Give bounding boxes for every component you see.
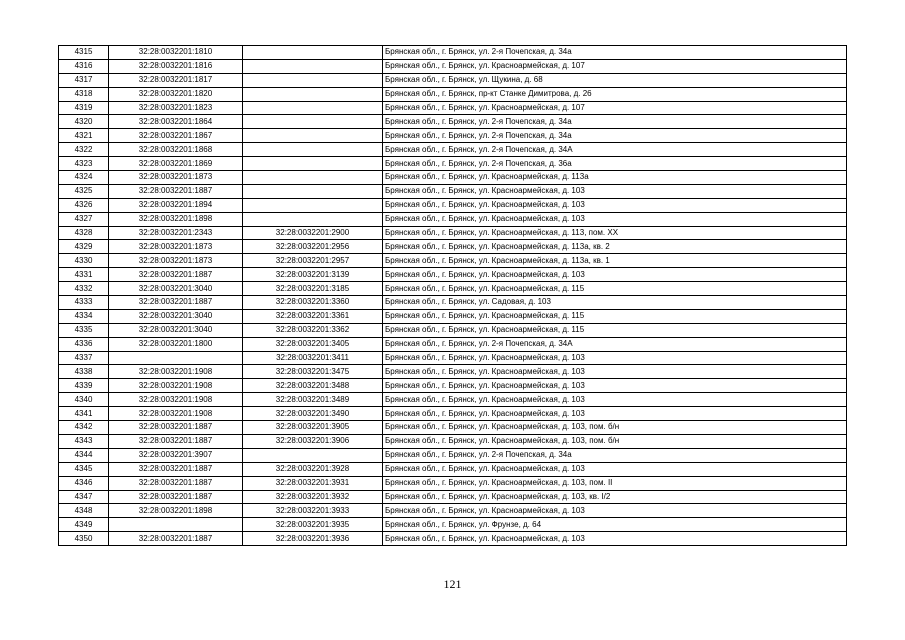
row-number-cell: 4323 <box>59 157 109 171</box>
cadastral-number-cell: 32:28:0032201:3907 <box>109 448 243 462</box>
address-cell: Брянская обл., г. Брянск, ул. Красноармейская, д. 113а, кв. 1 <box>383 254 847 268</box>
cadastral-number-cell: 32:28:0032201:1873 <box>109 240 243 254</box>
object-cadastral-number-cell: 32:28:0032201:3411 <box>243 351 383 365</box>
address-cell: Брянская обл., г. Брянск, ул. 2-я Почепская, д. 36а <box>383 157 847 171</box>
row-number-cell: 4332 <box>59 282 109 296</box>
cadastral-number-cell: 32:28:0032201:1867 <box>109 129 243 143</box>
row-number-cell: 4326 <box>59 198 109 212</box>
table-row <box>59 448 847 462</box>
table-row <box>59 115 847 129</box>
address-cell: Брянская обл., г. Брянск, ул. Красноармейская, д. 103, пом. б/н <box>383 421 847 435</box>
cadastral-number-cell: 32:28:0032201:1823 <box>109 101 243 115</box>
table-row <box>59 143 847 157</box>
cadastral-number-cell: 32:28:0032201:1887 <box>109 421 243 435</box>
row-number-cell: 4350 <box>59 532 109 546</box>
object-cadastral-number-cell: 32:28:0032201:3928 <box>243 462 383 476</box>
table-row <box>59 351 847 365</box>
table-row <box>59 268 847 282</box>
row-number-cell: 4347 <box>59 490 109 504</box>
cadastral-number-cell: 32:28:0032201:1873 <box>109 171 243 185</box>
cadastral-number-cell: 32:28:0032201:1887 <box>109 268 243 282</box>
object-cadastral-number-cell: 32:28:0032201:3932 <box>243 490 383 504</box>
cadastral-number-cell: 32:28:0032201:1887 <box>109 532 243 546</box>
row-number-cell: 4316 <box>59 59 109 73</box>
object-cadastral-number-cell <box>243 198 383 212</box>
row-number-cell: 4349 <box>59 518 109 532</box>
address-cell: Брянская обл., г. Брянск, ул. Красноармейская, д. 103 <box>383 532 847 546</box>
row-number-cell: 4335 <box>59 323 109 337</box>
table-row <box>59 46 847 60</box>
row-number-cell: 4346 <box>59 476 109 490</box>
object-cadastral-number-cell: 32:28:0032201:2956 <box>243 240 383 254</box>
address-cell: Брянская обл., г. Брянск, ул. Красноармейская, д. 103 <box>383 212 847 226</box>
object-cadastral-number-cell: 32:28:0032201:3405 <box>243 337 383 351</box>
address-cell: Брянская обл., г. Брянск, ул. Красноармейская, д. 103 <box>383 351 847 365</box>
row-number-cell: 4327 <box>59 212 109 226</box>
object-cadastral-number-cell: 32:28:0032201:2957 <box>243 254 383 268</box>
table-body <box>59 46 847 546</box>
cadastral-number-cell: 32:28:0032201:1868 <box>109 143 243 157</box>
address-cell: Брянская обл., г. Брянск, ул. Красноармейская, д. 103 <box>383 407 847 421</box>
address-cell: Брянская обл., г. Брянск, ул. Красноармейская, д. 107 <box>383 59 847 73</box>
cadastral-number-cell: 32:28:0032201:1887 <box>109 184 243 198</box>
object-cadastral-number-cell <box>243 143 383 157</box>
object-cadastral-number-cell <box>243 448 383 462</box>
address-cell: Брянская обл., г. Брянск, ул. 2-я Почепская, д. 34А <box>383 143 847 157</box>
address-cell: Брянская обл., г. Брянск, ул. Щукина, д. 68 <box>383 73 847 87</box>
cadastral-number-cell <box>109 351 243 365</box>
cadastral-number-cell <box>109 518 243 532</box>
object-cadastral-number-cell: 32:28:0032201:3362 <box>243 323 383 337</box>
table-row <box>59 282 847 296</box>
cadastral-number-cell: 32:28:0032201:1869 <box>109 157 243 171</box>
object-cadastral-number-cell: 32:28:0032201:3935 <box>243 518 383 532</box>
row-number-cell: 4344 <box>59 448 109 462</box>
object-cadastral-number-cell: 32:28:0032201:3475 <box>243 365 383 379</box>
address-cell: Брянская обл., г. Брянск, ул. Красноармейская, д. 103 <box>383 365 847 379</box>
address-cell: Брянская обл., г. Брянск, ул. 2-я Почепская, д. 34а <box>383 46 847 60</box>
cadastral-number-cell: 32:28:0032201:1820 <box>109 87 243 101</box>
address-cell: Брянская обл., г. Брянск, ул. Красноармейская, д. 103 <box>383 504 847 518</box>
object-cadastral-number-cell <box>243 129 383 143</box>
object-cadastral-number-cell <box>243 73 383 87</box>
row-number-cell: 4315 <box>59 46 109 60</box>
table-row <box>59 393 847 407</box>
cadastral-number-cell: 32:28:0032201:1800 <box>109 337 243 351</box>
cadastral-number-cell: 32:28:0032201:1887 <box>109 490 243 504</box>
row-number-cell: 4325 <box>59 184 109 198</box>
table-row <box>59 490 847 504</box>
table-row <box>59 421 847 435</box>
address-cell: Брянская обл., г. Брянск, ул. Красноармейская, д. 103 <box>383 462 847 476</box>
cadastral-number-cell: 32:28:0032201:1810 <box>109 46 243 60</box>
table-row <box>59 129 847 143</box>
cadastral-number-cell: 32:28:0032201:1887 <box>109 476 243 490</box>
row-number-cell: 4321 <box>59 129 109 143</box>
row-number-cell: 4320 <box>59 115 109 129</box>
table-row <box>59 434 847 448</box>
row-number-cell: 4343 <box>59 434 109 448</box>
object-cadastral-number-cell: 32:28:0032201:3360 <box>243 296 383 310</box>
table-row <box>59 171 847 185</box>
cadastral-number-cell: 32:28:0032201:1898 <box>109 504 243 518</box>
table-row <box>59 73 847 87</box>
table-row <box>59 323 847 337</box>
row-number-cell: 4348 <box>59 504 109 518</box>
object-cadastral-number-cell <box>243 171 383 185</box>
object-cadastral-number-cell: 32:28:0032201:3488 <box>243 379 383 393</box>
cadastral-number-cell: 32:28:0032201:1908 <box>109 393 243 407</box>
cadastral-number-cell: 32:28:0032201:1887 <box>109 462 243 476</box>
table-row <box>59 226 847 240</box>
address-cell: Брянская обл., г. Брянск, ул. Красноармейская, д. 103 <box>383 379 847 393</box>
cadastral-number-cell: 32:28:0032201:1887 <box>109 434 243 448</box>
table-row <box>59 101 847 115</box>
object-cadastral-number-cell <box>243 212 383 226</box>
object-cadastral-number-cell: 32:28:0032201:3361 <box>243 309 383 323</box>
address-cell: Брянская обл., г. Брянск, ул. Красноармейская, д. 115 <box>383 282 847 296</box>
table-row <box>59 462 847 476</box>
address-cell: Брянская обл., г. Брянск, ул. Красноармейская, д. 103, пом. II <box>383 476 847 490</box>
row-number-cell: 4333 <box>59 296 109 310</box>
table-row <box>59 212 847 226</box>
row-number-cell: 4342 <box>59 421 109 435</box>
object-cadastral-number-cell: 32:28:0032201:3489 <box>243 393 383 407</box>
row-number-cell: 4329 <box>59 240 109 254</box>
address-cell: Брянская обл., г. Брянск, ул. Красноармейская, д. 103 <box>383 184 847 198</box>
object-cadastral-number-cell: 32:28:0032201:3936 <box>243 532 383 546</box>
object-cadastral-number-cell <box>243 101 383 115</box>
table-row <box>59 157 847 171</box>
cadastral-number-cell: 32:28:0032201:1887 <box>109 296 243 310</box>
row-number-cell: 4337 <box>59 351 109 365</box>
cadastral-number-cell: 32:28:0032201:1908 <box>109 365 243 379</box>
table-row <box>59 365 847 379</box>
row-number-cell: 4336 <box>59 337 109 351</box>
row-number-cell: 4338 <box>59 365 109 379</box>
cadastral-number-cell: 32:28:0032201:2343 <box>109 226 243 240</box>
cadastral-number-cell: 32:28:0032201:1816 <box>109 59 243 73</box>
row-number-cell: 4322 <box>59 143 109 157</box>
object-cadastral-number-cell <box>243 115 383 129</box>
table-row <box>59 532 847 546</box>
address-cell: Брянская обл., г. Брянск, ул. Красноармейская, д. 113а <box>383 171 847 185</box>
cadastral-number-cell: 32:28:0032201:1898 <box>109 212 243 226</box>
table-row <box>59 337 847 351</box>
address-cell: Брянская обл., г. Брянск, ул. Красноармейская, д. 115 <box>383 309 847 323</box>
row-number-cell: 4328 <box>59 226 109 240</box>
cadastral-number-cell: 32:28:0032201:3040 <box>109 309 243 323</box>
object-cadastral-number-cell: 32:28:0032201:3185 <box>243 282 383 296</box>
address-cell: Брянская обл., г. Брянск, ул. Красноармейская, д. 113, пом. XX <box>383 226 847 240</box>
object-cadastral-number-cell: 32:28:0032201:3933 <box>243 504 383 518</box>
row-number-cell: 4330 <box>59 254 109 268</box>
address-cell: Брянская обл., г. Брянск, ул. Красноармейская, д. 113а, кв. 2 <box>383 240 847 254</box>
row-number-cell: 4319 <box>59 101 109 115</box>
object-cadastral-number-cell <box>243 46 383 60</box>
table-row <box>59 476 847 490</box>
address-cell: Брянская обл., г. Брянск, ул. Красноармейская, д. 107 <box>383 101 847 115</box>
cadastral-number-cell: 32:28:0032201:3040 <box>109 282 243 296</box>
address-cell: Брянская обл., г. Брянск, ул. 2-я Почепская, д. 34А <box>383 337 847 351</box>
page-number: 121 <box>443 577 462 591</box>
address-cell: Брянская обл., г. Брянск, ул. Красноармейская, д. 103 <box>383 198 847 212</box>
table-row <box>59 184 847 198</box>
address-cell: Брянская обл., г. Брянск, ул. Красноармейская, д. 103 <box>383 268 847 282</box>
cadastral-number-cell: 32:28:0032201:1894 <box>109 198 243 212</box>
object-cadastral-number-cell: 32:28:0032201:3139 <box>243 268 383 282</box>
row-number-cell: 4334 <box>59 309 109 323</box>
table-row <box>59 59 847 73</box>
object-cadastral-number-cell: 32:28:0032201:2900 <box>243 226 383 240</box>
table-row <box>59 254 847 268</box>
cadastral-number-cell: 32:28:0032201:1873 <box>109 254 243 268</box>
address-cell: Брянская обл., г. Брянск, ул. Красноармейская, д. 103, пом. б/н <box>383 434 847 448</box>
address-cell: Брянская обл., г. Брянск, ул. Красноармейская, д. 103, кв. I/2 <box>383 490 847 504</box>
address-cell: Брянская обл., г. Брянск, ул. Фрунзе, д. 64 <box>383 518 847 532</box>
object-cadastral-number-cell: 32:28:0032201:3931 <box>243 476 383 490</box>
table-row <box>59 379 847 393</box>
table-row <box>59 407 847 421</box>
object-cadastral-number-cell <box>243 87 383 101</box>
row-number-cell: 4345 <box>59 462 109 476</box>
table-row <box>59 504 847 518</box>
address-cell: Брянская обл., г. Брянск, ул. 2-я Почепская, д. 34а <box>383 129 847 143</box>
row-number-cell: 4341 <box>59 407 109 421</box>
object-cadastral-number-cell <box>243 59 383 73</box>
row-number-cell: 4324 <box>59 171 109 185</box>
cadastral-number-cell: 32:28:0032201:3040 <box>109 323 243 337</box>
address-cell: Брянская обл., г. Брянск, ул. Садовая, д. 103 <box>383 296 847 310</box>
table-row <box>59 518 847 532</box>
row-number-cell: 4340 <box>59 393 109 407</box>
table-row <box>59 296 847 310</box>
cadastral-table <box>58 45 847 546</box>
address-cell: Брянская обл., г. Брянск, ул. 2-я Почепская, д. 34а <box>383 448 847 462</box>
cadastral-number-cell: 32:28:0032201:1817 <box>109 73 243 87</box>
address-cell: Брянская обл., г. Брянск, ул. Красноармейская, д. 115 <box>383 323 847 337</box>
row-number-cell: 4317 <box>59 73 109 87</box>
cadastral-number-cell: 32:28:0032201:1864 <box>109 115 243 129</box>
address-cell: Брянская обл., г. Брянск, ул. Красноармейская, д. 103 <box>383 393 847 407</box>
table-row <box>59 198 847 212</box>
object-cadastral-number-cell: 32:28:0032201:3905 <box>243 421 383 435</box>
address-cell: Брянская обл., г. Брянск, ул. 2-я Почепская, д. 34а <box>383 115 847 129</box>
object-cadastral-number-cell: 32:28:0032201:3490 <box>243 407 383 421</box>
cadastral-number-cell: 32:28:0032201:1908 <box>109 407 243 421</box>
row-number-cell: 4331 <box>59 268 109 282</box>
table-row <box>59 87 847 101</box>
cadastral-number-cell: 32:28:0032201:1908 <box>109 379 243 393</box>
object-cadastral-number-cell <box>243 184 383 198</box>
object-cadastral-number-cell: 32:28:0032201:3906 <box>243 434 383 448</box>
table-row <box>59 240 847 254</box>
address-cell: Брянская обл., г. Брянск, пр-кт Станке Димитрова, д. 26 <box>383 87 847 101</box>
table-row <box>59 309 847 323</box>
row-number-cell: 4318 <box>59 87 109 101</box>
row-number-cell: 4339 <box>59 379 109 393</box>
object-cadastral-number-cell <box>243 157 383 171</box>
